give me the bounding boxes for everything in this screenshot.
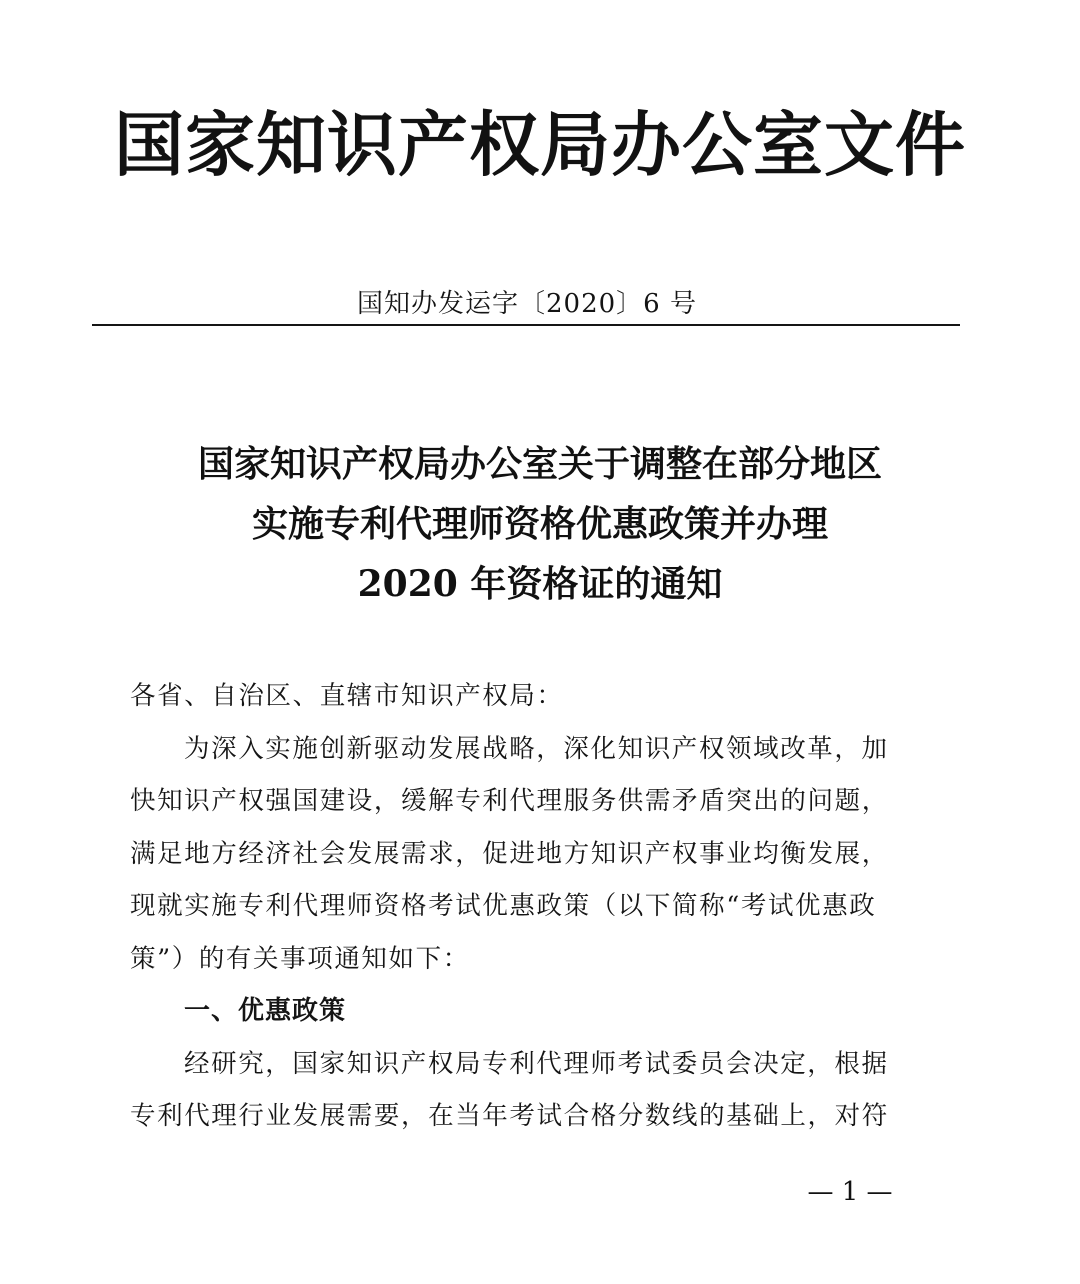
header-divider (92, 324, 960, 326)
paragraph-line: 现就实施专利代理师资格考试优惠政策（以下简称“考试优惠政 (130, 891, 877, 921)
paragraph-line: 满足地方经济社会发展需求，促进地方知识产权事业均衡发展， (130, 838, 889, 869)
page-number: — 1 — (807, 1177, 893, 1207)
title-line: 实施专利代理师资格优惠政策并办理 (251, 503, 828, 545)
document-body (130, 670, 930, 1143)
document-header: 国家知识产权局办公室文件 (114, 103, 966, 186)
paragraph-line: 经研究，国家知识产权局专利代理师考试委员会决定，根据 (184, 1048, 889, 1079)
paragraph-line: 策”）的有关事项通知如下： (130, 943, 470, 974)
salutation: 各省、自治区、直辖市知识产权局： (130, 681, 564, 711)
title-line: 国家知识产权局办公室关于调整在部分地区 (197, 443, 882, 485)
document-number: 国知办发运字〔2020〕6 号 (357, 289, 697, 319)
paragraph-line: 专利代理行业发展需要，在当年考试合格分数线的基础上，对符 (130, 1101, 889, 1131)
section-heading: 一、优惠政策 (184, 996, 347, 1026)
title-line: 2020 年资格证的通知 (357, 563, 723, 605)
paragraph-line: 为深入实施创新驱动发展战略，深化知识产权领域改革，加 (184, 733, 889, 764)
document-title (0, 434, 1080, 614)
paragraph-line: 快知识产权强国建设，缓解专利代理服务供需矛盾突出的问题， (130, 786, 889, 816)
